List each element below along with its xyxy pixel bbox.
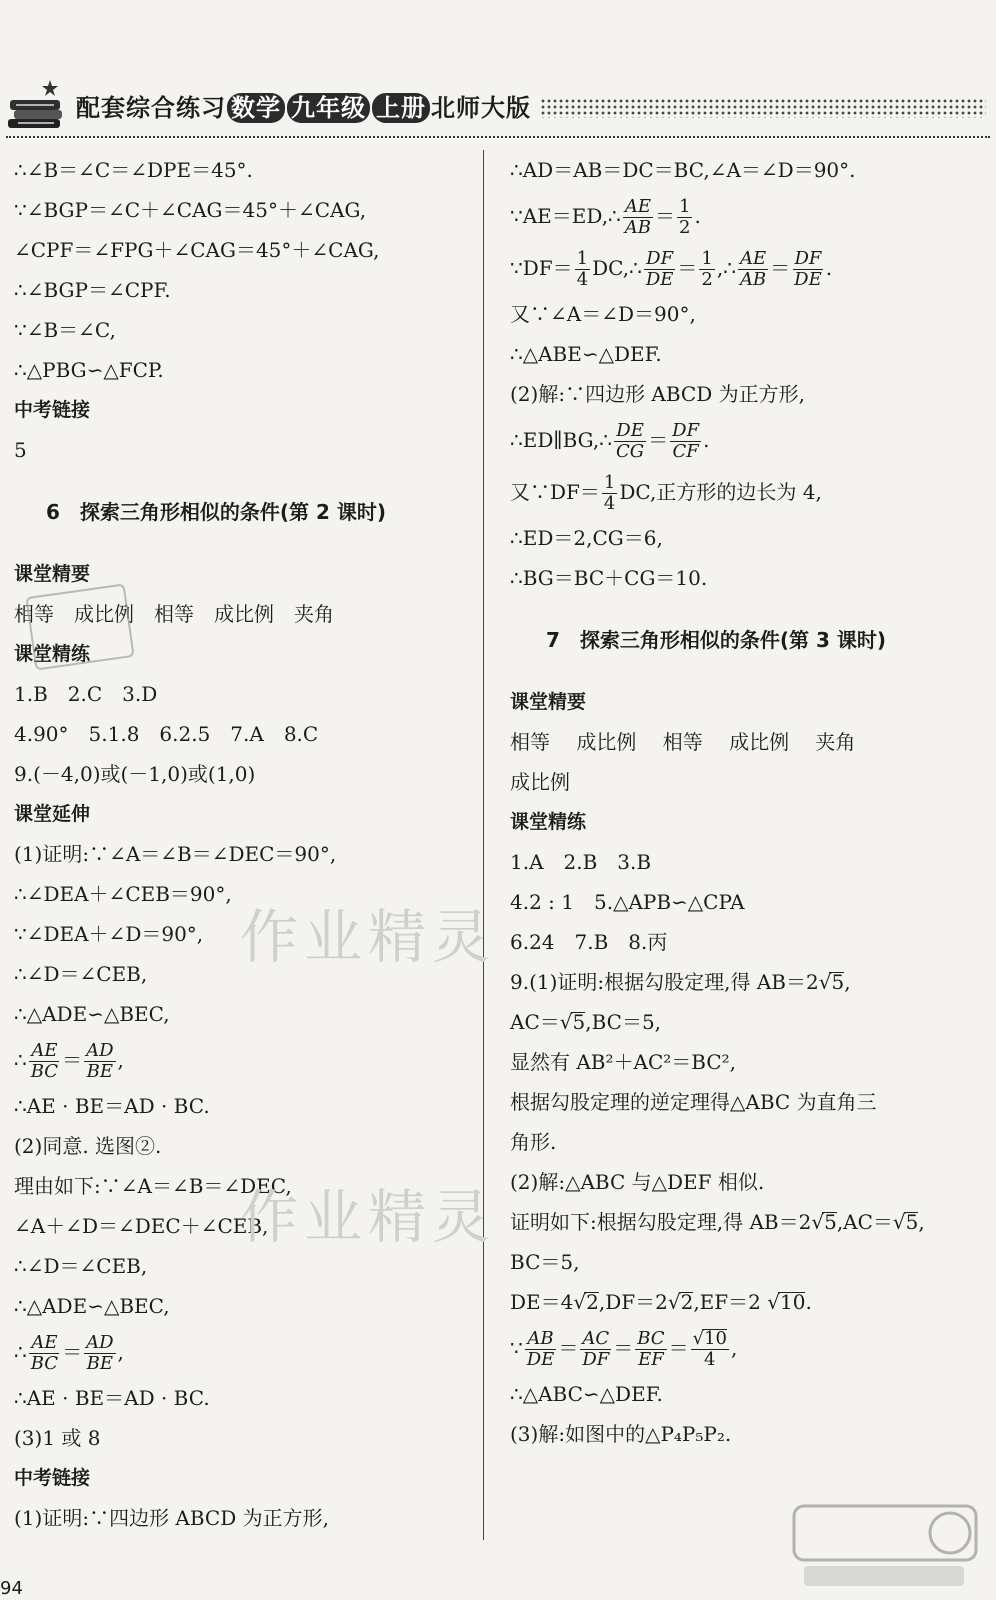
text-line: 1.A 2.B 3.B [510,850,652,874]
fraction [699,249,714,290]
text-line: (3)解:如图中的△P₄P₅P₂. [510,1422,732,1446]
fraction [738,249,768,290]
punctuation: . [825,256,833,280]
fraction [670,421,701,462]
numerator: AE [31,1040,58,1061]
numerator: AD [86,1332,114,1353]
text-line: ∴∠D＝∠CEB, [14,1254,148,1278]
edition-label: 北师大版 [431,94,531,122]
text-line: 1.B 2.C 3.D [14,682,158,706]
numerator: AB [527,1328,554,1349]
numerator: 1 [603,472,616,493]
fraction-line: ∴ $\frac{AE}{BC}$ ＝ $\frac{AD}{BE}$ , [14,1040,124,1082]
section-heading: 课堂精要 [510,691,587,713]
text-line: ∴ED＝2,CG＝6, [510,526,663,550]
column-divider [483,150,484,1540]
text-line: 9.(1)证明:根据勾股定理,得 AB＝2√5, [510,970,851,994]
punctuation: . [694,204,701,228]
text-line: AC＝√5,BC＝5, [510,1010,662,1034]
numerator: AC [582,1328,610,1349]
fraction [691,1329,729,1370]
numerator: AD [86,1040,114,1061]
math-text: ,∴ [716,256,736,280]
numerator: AE [624,196,651,217]
text-line: ∴△ADE∽△BEC, [14,1002,170,1026]
fraction [84,1041,115,1082]
fraction [29,1041,60,1082]
math-symbol: ∴ [14,1340,27,1364]
math-text: ∴ED∥BG,∴ [510,428,613,452]
math-text: ,EF＝2 [693,1290,768,1314]
numerator: DF [794,248,822,269]
section-heading: 中考链接 [14,399,91,421]
text-line: ∴AE · BE＝AD · BC. [14,1094,210,1118]
left-column [14,150,474,1538]
radicand: 5 [905,1210,919,1234]
grade-chip: 九年级 [287,93,370,123]
math-text: 9.(1)证明:根据勾股定理,得 AB＝2 [510,970,819,994]
text-line: ∴△ABC∽△DEF. [510,1382,663,1406]
text-line: 5 [14,438,27,462]
fraction [84,1333,115,1374]
denominator: DE [645,269,674,290]
text-line: ∴AD＝AB＝DC＝BC,∠A＝∠D＝90°. [510,158,856,182]
text-line: ∴△ABE∽△DEF. [510,342,662,366]
numerator: DF [646,248,674,269]
fraction [614,421,646,462]
fraction-line [510,466,980,518]
math-symbol: ∴ [14,1048,27,1072]
math-text: 证明如下:根据勾股定理,得 AB＝2 [510,1210,812,1234]
fraction [29,1333,60,1374]
punctuation: . [805,1290,812,1314]
denominator: 2 [701,269,713,290]
radicand: 10 [780,1290,806,1314]
stamp-mark [25,583,134,670]
numerator: AE [31,1332,58,1353]
numerator: DF [672,420,700,441]
text-line: ∴∠BGP＝∠CPF. [14,278,171,302]
text-line: ∵∠DEA＋∠D＝90°, [14,922,204,946]
spacer [14,532,474,554]
denominator: DE [794,269,822,290]
numerator: 1 [679,196,691,217]
fraction [623,197,653,238]
denominator: CG [616,441,645,462]
fraction [575,249,590,290]
text-line: (3)1 或 8 [14,1426,101,1450]
fraction [525,1329,557,1370]
text-line: ∴△PBG∽△FCP. [14,358,164,382]
header-dot-pattern [540,98,986,118]
math-text: DC,正方形的边长为 4, [619,480,822,504]
numerator: 1 [576,248,589,269]
spacer [510,660,980,682]
denominator: DF [582,1349,610,1370]
text-line: 相等 成比例 相等 成比例 夹角 [510,730,856,754]
chapter-heading: 7 探索三角形相似的条件(第 3 课时) [546,628,887,652]
text-line: 相等 成比例 相等 成比例 夹角 [14,602,334,626]
text-line: 角形. [510,1130,557,1154]
radicand: 2 [680,1290,694,1314]
watermark-text: 作业精灵 [240,903,497,971]
math-text: DE＝4 [510,1290,574,1314]
spacer [14,470,474,492]
text-line: (2)解:∵四边形 ABCD 为正方形, [510,382,805,406]
fraction [644,249,676,290]
text-line: ∴BG＝BC＋CG＝10. [510,566,708,590]
text-line: ∴△ADE∽△BEC, [14,1294,170,1318]
header-title-main: 配套综合练习 [76,94,226,122]
punctuation: . [703,428,710,452]
numerator: AE [739,248,767,269]
fraction-line: ∵ $\frac{AB}{DE}$ ＝ $\frac{AC}{DF}$ ＝ $\frac{BC}{EF}$ ＝ $\frac{√10}{4}$ , [510,1328,738,1370]
radicand: 10 [704,1328,727,1349]
denominator: 4 [603,493,616,514]
text-line: (1)证明:∵四边形 ABCD 为正方形, [14,1506,329,1530]
denominator: DE [526,1349,555,1370]
numerator: DE [616,420,644,441]
denominator: AB [739,269,767,290]
math-text: ,DF＝2 [598,1290,668,1314]
numerator: √10 [692,1328,727,1349]
watermark-text: 作业精灵 [240,1183,497,1251]
text-line: 成比例 [510,770,570,794]
punctuation: , [918,1210,925,1234]
math-symbol: ∵ [510,1336,523,1360]
text-line: 9.(－4,0)或(－1,0)或(1,0) [14,762,256,786]
chapter-heading: 6 探索三角形相似的条件(第 2 课时) [46,500,387,524]
fraction-line: ∵DF＝ $\frac{1}{4}$ DC,∴ $\frac{DF}{DE}$ ＝ $\frac{1}{2}$ ,∴ $\frac{AE}{AB}$ ＝ $\frac{DF}{DE}$ . [510,248,833,290]
header-title [76,90,531,126]
math-text: AC＝ [510,1010,560,1034]
math-text: DC,∴ [592,256,642,280]
denominator: 4 [576,269,589,290]
header-rule [6,136,990,138]
math-text: ,AC＝ [836,1210,893,1234]
fraction [677,197,692,238]
text-line: DE＝4√2,DF＝2√2,EF＝2 √10. [510,1290,812,1314]
punctuation: , [844,970,851,994]
math-text: ∵DF＝ [510,256,573,280]
subject-chip: 数学 [227,93,285,123]
book-stack-icon [6,78,68,130]
fraction [635,1329,666,1370]
text-line: ∠CPF＝∠FPG＋∠CAG＝45°＋∠CAG, [14,238,380,262]
denominator: CF [672,441,699,462]
text-line: 显然有 AB²＋AC²＝BC², [510,1050,737,1074]
denominator: 2 [679,217,691,238]
text-line: (2)同意. 选图②. [14,1134,162,1158]
fraction-line: ∴ $\frac{AE}{BC}$ ＝ $\frac{AD}{BE}$ , [14,1332,124,1374]
text-line: 理由如下:∵∠A＝∠B＝∠DEC, [14,1174,292,1198]
text-line: 根据勾股定理的逆定理得△ABC 为直角三 [510,1090,877,1114]
math-text: ,BC＝5, [585,1010,662,1034]
math-text: ∵AE＝ED,∴ [510,204,621,228]
text-line: 4.2 : 1 5.△APB∽△CPA [510,890,745,914]
text-line: (1)证明:∵∠A＝∠B＝∠DEC＝90°, [14,842,337,866]
volume-chip: 上册 [372,93,430,123]
denominator: AB [624,217,652,238]
text-line: 证明如下:根据勾股定理,得 AB＝2√5,AC＝√5, [510,1210,925,1234]
fraction-line: ∵AE＝ED,∴ $\frac{AE}{AB}$ ＝ $\frac{1}{2}$ . [510,196,701,238]
site-logo-icon [790,1500,980,1592]
text-line: (2)解:△ABC 与△DEF 相似. [510,1170,765,1194]
fraction-line: ∴ED∥BG,∴ $\frac{DE}{CG}$ ＝ $\frac{DF}{CF}$ . [510,420,710,462]
section-heading: 课堂精练 [14,643,91,665]
radicand: 5 [831,970,845,994]
page-number: 94 [0,1578,23,1599]
denominator: BC [30,1353,59,1374]
section-heading: 中考链接 [14,1467,91,1489]
text-line: BC＝5, [510,1250,580,1274]
fraction [602,473,617,514]
radicand: 5 [824,1210,837,1234]
right-column [510,150,980,1454]
denominator: BE [86,1061,113,1082]
fraction [580,1329,611,1370]
math-text: 又∵DF＝ [510,480,600,504]
fraction [792,249,824,290]
text-line: ∴∠B＝∠C＝∠DPE＝45°. [14,158,253,182]
radicand: 5 [572,1010,586,1034]
radicand: 2 [586,1290,599,1314]
section-heading: 课堂精练 [510,811,587,833]
denominator: EF [638,1349,664,1370]
punctuation: , [730,1336,738,1360]
page-header [0,70,996,138]
text-line: 4.90° 5.1.8 6.2.5 7.A 8.C [14,722,319,746]
text-line: ∵∠BGP＝∠C＋∠CAG＝45°＋∠CAG, [14,198,367,222]
text-line: ∠A＋∠D＝∠DEC＋∠CEB, [14,1214,269,1238]
denominator: BE [86,1353,113,1374]
punctuation: , [117,1340,124,1364]
text-line: ∴∠DEA＋∠CEB＝90°, [14,882,232,906]
section-heading: 课堂延伸 [14,803,91,825]
denominator: 4 [704,1349,716,1370]
punctuation: , [117,1048,124,1072]
section-heading: 课堂精要 [14,563,91,585]
text-line: ∴∠D＝∠CEB, [14,962,148,986]
text-line: ∵∠B＝∠C, [14,318,116,342]
numerator: BC [637,1328,665,1349]
spacer [510,598,980,620]
numerator: 1 [701,248,713,269]
text-line: ∴AE · BE＝AD · BC. [14,1386,210,1410]
text-line: 6.24 7.B 8.丙 [510,930,668,954]
denominator: BC [30,1061,59,1082]
text-line: 又∵∠A＝∠D＝90°, [510,302,696,326]
